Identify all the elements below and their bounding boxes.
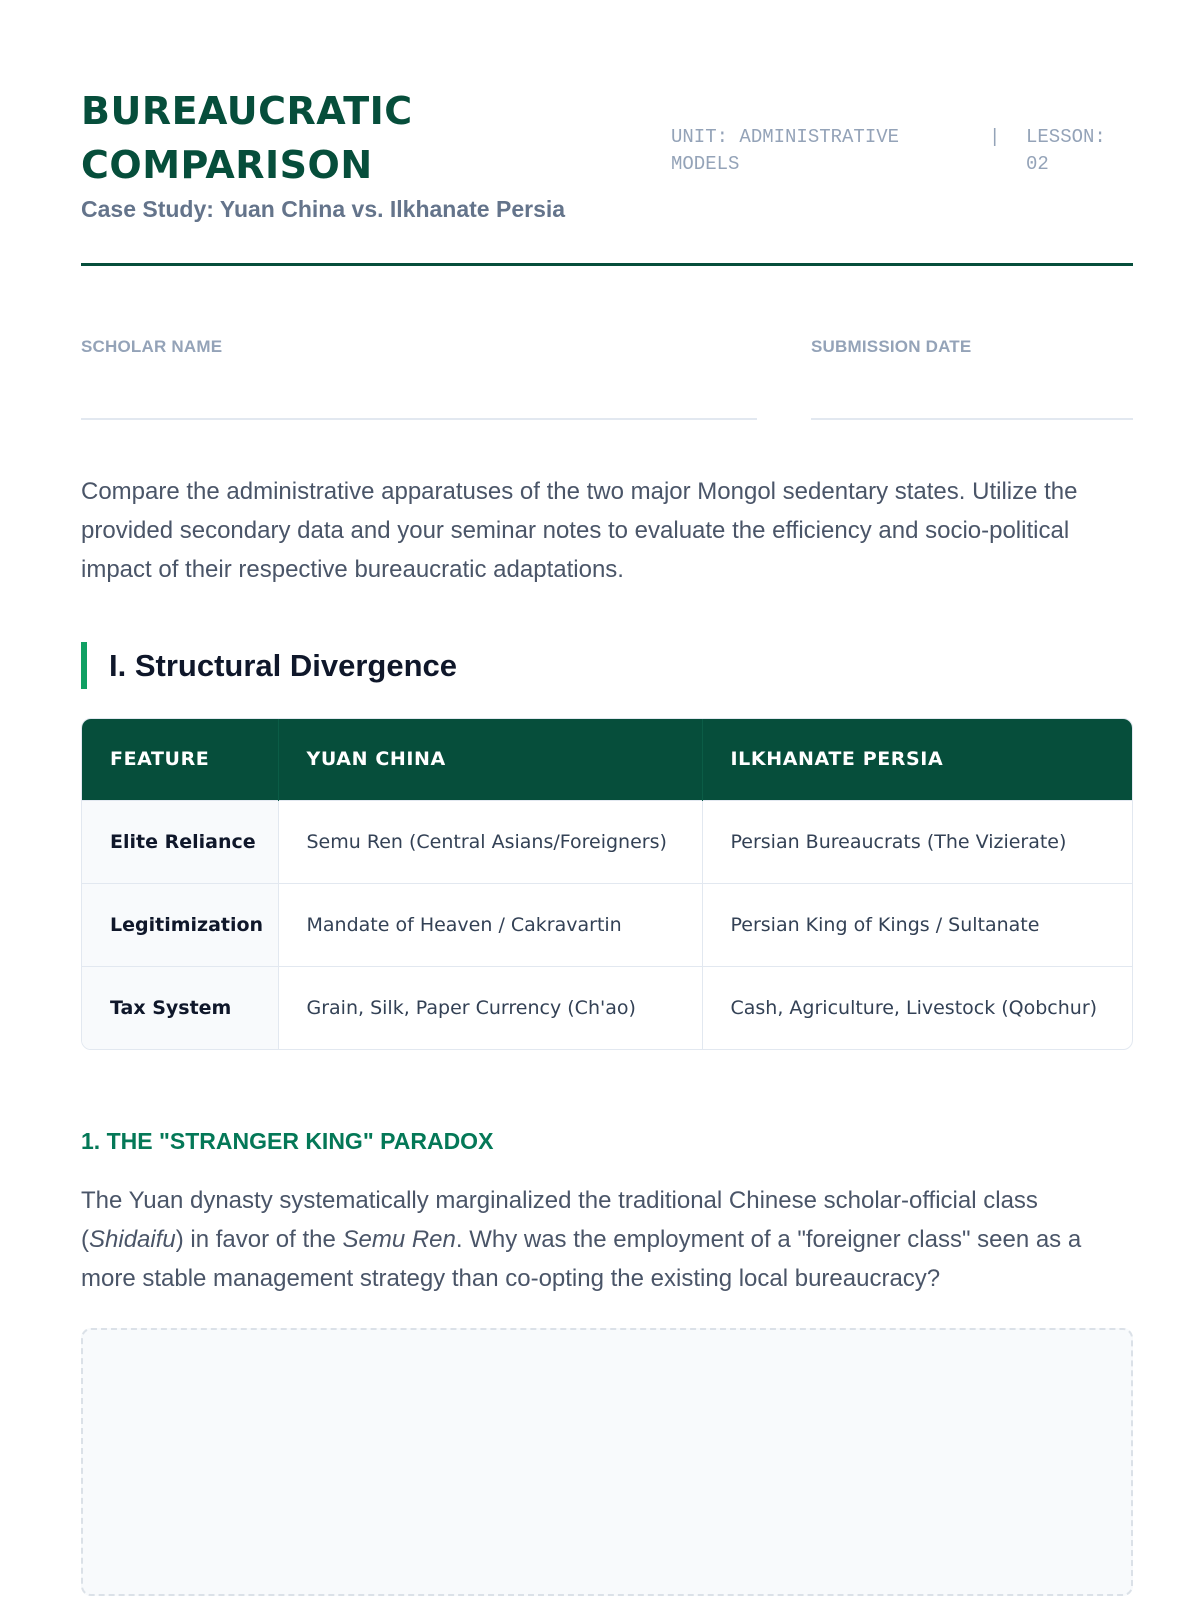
table-row (82, 966, 1133, 1049)
scholar-name-field[interactable] (81, 418, 757, 420)
question-text-part: ) in favor of the (175, 1226, 343, 1253)
answer-box[interactable] (81, 1328, 1133, 1596)
ilkhanate-cell: Persian Bureaucrats (The Vizierate) (702, 800, 1133, 883)
submission-date-label: SUBMISSION DATE (811, 337, 972, 356)
question-heading: 1. THE "STRANGER KING" PARADOX (81, 1128, 494, 1154)
feature-cell: Tax System (82, 966, 278, 1049)
column-header-feature: FEATURE (82, 719, 278, 800)
ilkhanate-cell: Persian King of Kings / Sultanate (702, 883, 1133, 966)
header (81, 84, 1133, 223)
unit-label: UNIT: ADMINISTRATIVE MODELS (671, 126, 900, 175)
question-term-shidaifu: Shidaifu (89, 1226, 176, 1253)
section-title: I. Structural Divergence (109, 647, 458, 683)
meta-separator: | (989, 126, 1001, 148)
ilkhanate-cell: Cash, Agriculture, Livestock (Qobchur) (702, 966, 1133, 1049)
intro-paragraph: Compare the administrative apparatuses of the two major Mongol sedentary states. Utilize the provided secondary data and your seminar notes to evaluate the efficiency and socio-political impact of their respective bureaucratic adaptations. (81, 478, 1078, 583)
header-divider (81, 263, 1133, 266)
question-term-semu-ren: Semu Ren (342, 1226, 456, 1253)
table-row (82, 883, 1133, 966)
question-text-part: The Yuan dynasty systematically marginalized the traditional Chinese scholar-official class ( (81, 1187, 1038, 1253)
question-text-part: . Why was the employment of a "foreigner class" seen as a more stable management strategy than co-opting the existing local bureaucracy? (81, 1226, 1082, 1292)
page-title: BUREAUCRATIC COMPARISON (81, 89, 413, 187)
page-subtitle: Case Study: Yuan China vs. Ilkhanate Persia (81, 196, 566, 222)
feature-cell: Legitimization (82, 883, 278, 966)
yuan-cell: Semu Ren (Central Asians/Foreigners) (278, 800, 702, 883)
feature-cell: Elite Reliance (82, 800, 278, 883)
yuan-cell: Grain, Silk, Paper Currency (Ch'ao) (278, 966, 702, 1049)
section-heading (81, 642, 457, 689)
column-header-ilkhanate: ILKHANATE PERSIA (702, 719, 1133, 800)
scholar-name-label: SCHOLAR NAME (81, 337, 223, 356)
table-header-row (82, 719, 1133, 800)
submission-date-field[interactable] (811, 418, 1133, 420)
question-text (81, 1181, 1133, 1298)
table-row (82, 800, 1133, 883)
column-header-yuan: YUAN CHINA (278, 719, 702, 800)
comparison-table (81, 718, 1133, 1050)
yuan-cell: Mandate of Heaven / Cakravartin (278, 883, 702, 966)
lesson-label: LESSON: 02 (1026, 126, 1106, 175)
